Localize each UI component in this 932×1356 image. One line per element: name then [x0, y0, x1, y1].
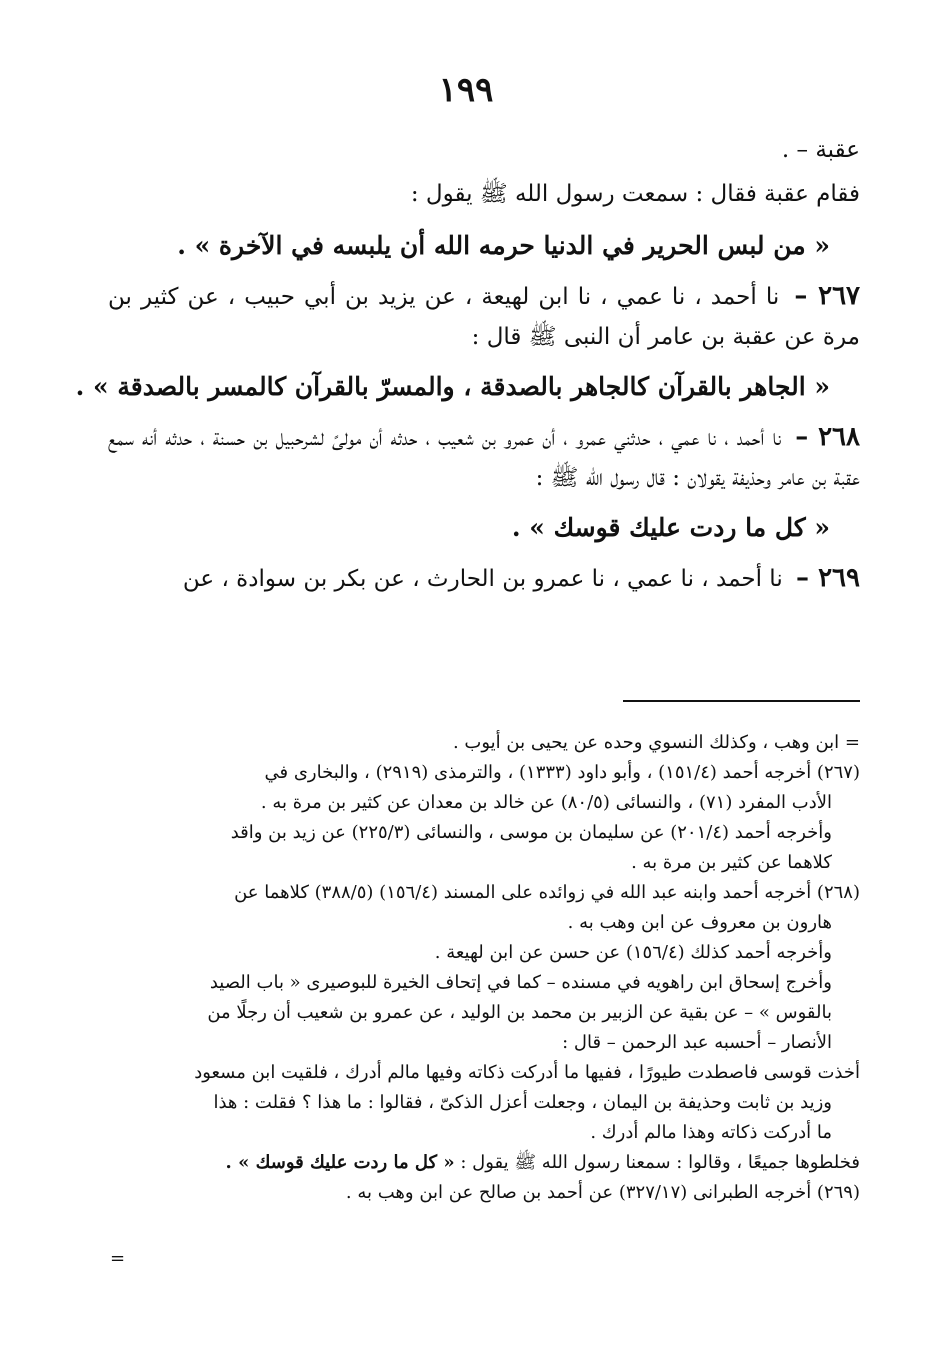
- hadith-number: ٢٦٩ –: [796, 563, 860, 593]
- hadith-entry-267: [108, 276, 860, 357]
- main-text: [75, 128, 861, 605]
- hadith-number: ٢٦٧ –: [794, 281, 861, 311]
- footnote-line: = ابن وهب ، وكذلك النسوي وحده عن يحيى بن أيوب .: [452, 732, 860, 753]
- text-line: فقام عقبة فقال : سمعت رسول الله ﷺ يقول :: [410, 181, 860, 207]
- footnote-line: هارون بن معروف عن ابن وهب به .: [567, 912, 832, 933]
- footnote-line: ما أدركت ذكاته وهذا مالم أدرك .: [590, 1122, 832, 1143]
- footnote-line: (٢٦٧) أخرجه أحمد (١٥١/٤) ، وأبو داود (١٣٣٣) ، والترمذى (٢٩١٩) ، والبخارى في: [264, 762, 860, 783]
- footnote-text: فخلطوها جميعًا ، وقالوا : سمعنا رسول الله ﷺ يقول :: [460, 1152, 860, 1173]
- isnad-text: نا أحمد ، نا عمي ، حدثني عمرو ، أن عمرو بن شعيب ، حدثه أن مولىً لشرحبيل بن حسنة ، حدثه أنه سمع عقبة بن عامر وحذيفة يقولان : قال رسول الله ﷺ :: [108, 425, 860, 491]
- footnote-line: الأدب المفرد (٧١) ، والنسائى (٨٠/٥) عن خالد بن معدان عن كثير بن مرة به .: [260, 792, 832, 813]
- hadith-number: ٢٦٨ –: [795, 422, 860, 452]
- hadith-quote: « الجاهر بالقرآن كالجاهر بالصدقة ، والمسرّ بالقرآن كالمسر بالصدقة » .: [75, 372, 830, 401]
- footnote-line: وأخرجه أحمد (٢٠١/٤) عن سليمان بن موسى ، والنسائى (٢٢٥/٣) عن زيد بن واقد: [230, 822, 832, 843]
- isnad-text: نا أحمد ، نا عمي ، نا ابن لهيعة ، عن يزيد بن أبي حبيب ، عن كثير بن مرة عن عقبة بن عامر أن النبى ﷺ قال :: [108, 284, 860, 350]
- footnote-divider: [623, 700, 860, 702]
- footnote-line: بالقوس » – عن بقية عن الزبير بن محمد بن الوليد ، عن عمرو بن شعيب أن رجلًا من: [207, 1002, 832, 1023]
- footnote-line: وأخرجه أحمد كذلك (١٥٦/٤) عن حسن عن ابن لهيعة .: [434, 942, 832, 963]
- continuation-mark: =: [110, 1248, 126, 1269]
- isnad-text: نا أحمد ، نا عمي ، نا عمرو بن الحارث ، عن بكر بن سوادة ، عن: [182, 566, 783, 592]
- footnote-line: وأخرج إسحاق ابن راهويه في مسنده – كما في إتحاف الخيرة للبوصيرى « باب الصيد: [209, 972, 832, 993]
- footnote-line: الأنصار – أحسبه عبد الرحمن – قال :: [562, 1032, 832, 1053]
- hadith-quote: « من لبس الحرير في الدنيا حرمه الله أن يلبسه في الآخرة » .: [177, 231, 830, 260]
- hadith-entry-269: [108, 558, 860, 599]
- footnotes: [108, 728, 860, 1208]
- hadith-quote: « كل ما ردت عليك قوسك » .: [511, 513, 830, 542]
- footnote-line: أخذت قوسى فاصطدت طيورًا ، ففيها ما أدركت ذكاته وفيها مالم أدرك ، فلقيت ابن مسعود: [194, 1062, 860, 1083]
- hadith-quote-inline: « كل ما ردت عليك قوسك » .: [225, 1152, 455, 1173]
- hadith-entry-268: [108, 417, 860, 498]
- footnote-line: [108, 1148, 860, 1178]
- text-line: عقبة – .: [781, 137, 860, 163]
- footnote-line: وزيد بن ثابت وحذيفة بن اليمان ، وجعلت أعزل الذكىّ ، فقالوا : ما هذا ؟ فقلت : هذا: [213, 1092, 832, 1113]
- footnote-line: كلاهما عن كثير بن مرة به .: [631, 852, 832, 873]
- footnote-line: (٢٦٨) أخرجه أحمد وابنه عبد الله في زوائده على المسند (١٥٦/٤) (٣٨٨/٥) كلاهما عن: [234, 882, 860, 903]
- page-number: ١٩٩: [438, 70, 494, 110]
- footnote-line: (٢٦٩) أخرجه الطبرانى (٣٢٧/١٧) عن أحمد بن صالح عن ابن وهب به .: [345, 1182, 860, 1203]
